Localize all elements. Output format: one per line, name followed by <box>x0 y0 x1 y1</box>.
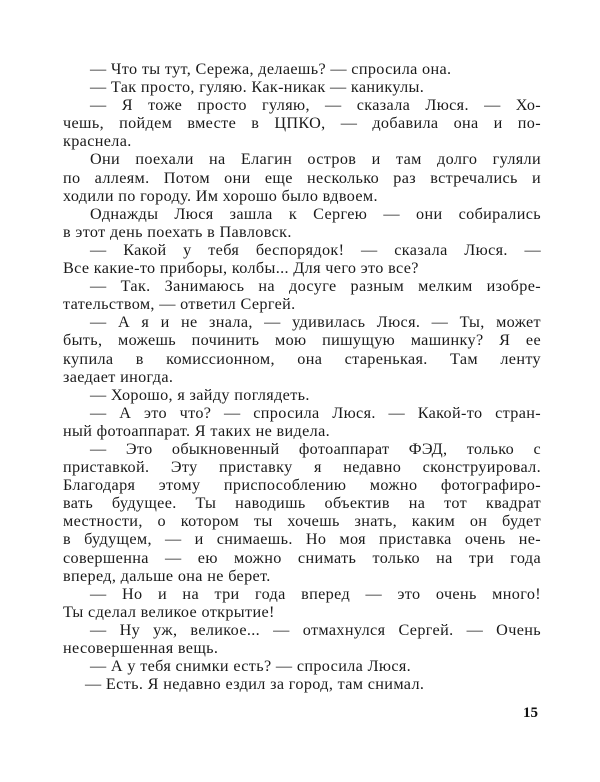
text-line: Все какие-то приборы, колбы... Для чего это все? <box>63 259 419 278</box>
text-line: — А я и не знала, — удивилась Люся. — Ты, может <box>90 313 541 332</box>
text-line: краснела. <box>63 132 132 151</box>
text-line: тательством, — ответил Сергей. <box>63 295 296 314</box>
text-line: — А у тебя снимки есть? — спросила Люся. <box>90 657 412 676</box>
text-line: — Это обыкновенный фотоаппарат ФЭД, только с <box>90 439 541 458</box>
text-line: — Но и на три года вперед — это очень много! <box>90 584 541 603</box>
text-line: местности, о котором ты хочешь знать, каким он будет <box>63 512 541 531</box>
text-line: Благодаря этому приспособлению можно фотографиро- <box>63 476 541 495</box>
text-line: чешь, пойдем вместе в ЦПКО, — добавила она и по- <box>63 114 541 133</box>
text-line: вать будущее. Ты наводишь объектив на тот квадрат <box>63 494 541 513</box>
text-line: — Хорошо, я зайду поглядеть. <box>90 385 310 404</box>
page-body <box>63 60 541 693</box>
text-line: совершенна — ею можно снимать только на три года <box>63 548 541 567</box>
text-line: Однажды Люся зашла к Сергею — они собирались <box>90 204 541 223</box>
text-line: ходили по городу. Им хорошо было вдвоем. <box>63 186 378 205</box>
text-line: быть, можешь починить мою пишущую машинку? Я ее <box>63 331 541 350</box>
text-line: вперед, дальше она не берет. <box>63 566 271 585</box>
text-line: — Есть. Я недавно ездил за город, там снимал. <box>85 675 425 694</box>
text-line: заедает иногда. <box>63 367 174 386</box>
text-line: — А это что? — спросила Люся. — Какой-то стран- <box>90 403 541 422</box>
text-line: купила в комиссионном, она старенькая. Там ленту <box>63 349 541 368</box>
text-line: — Я тоже просто гуляю, — сказала Люся. — Хо- <box>90 96 541 115</box>
text-line: — Что ты тут, Сережа, делаешь? — спросила она. <box>90 60 452 78</box>
text-line: — Так просто, гуляю. Как-никак — каникулы. <box>90 78 425 97</box>
text-line: Ты сделал великое открытие! <box>63 602 275 621</box>
text-line: — Какой у тебя беспорядок! — сказала Люся. — <box>90 240 541 259</box>
text-line: — Ну уж, великое... — отмахнулся Сергей. — Очень <box>90 620 541 639</box>
text-line: приставкой. Эту приставку я недавно сконструировал. <box>63 458 541 477</box>
text-line: Они поехали на Елагин остров и там долго гуляли <box>90 150 541 169</box>
page-number: 15 <box>523 705 538 721</box>
text-line: ный фотоаппарат. Я таких не видела. <box>63 421 331 440</box>
text-line: несовершенная вещь. <box>63 639 219 657</box>
text-line: — Так. Занимаюсь на досуге разным мелким изобре- <box>90 277 541 296</box>
text-line: по аллеям. Потом они еще несколько раз встречались и <box>63 168 541 187</box>
text-line: в этот день поехать в Павловск. <box>63 222 292 241</box>
text-line: в будущем, — и снимаешь. Но моя приставка очень не- <box>63 530 541 549</box>
